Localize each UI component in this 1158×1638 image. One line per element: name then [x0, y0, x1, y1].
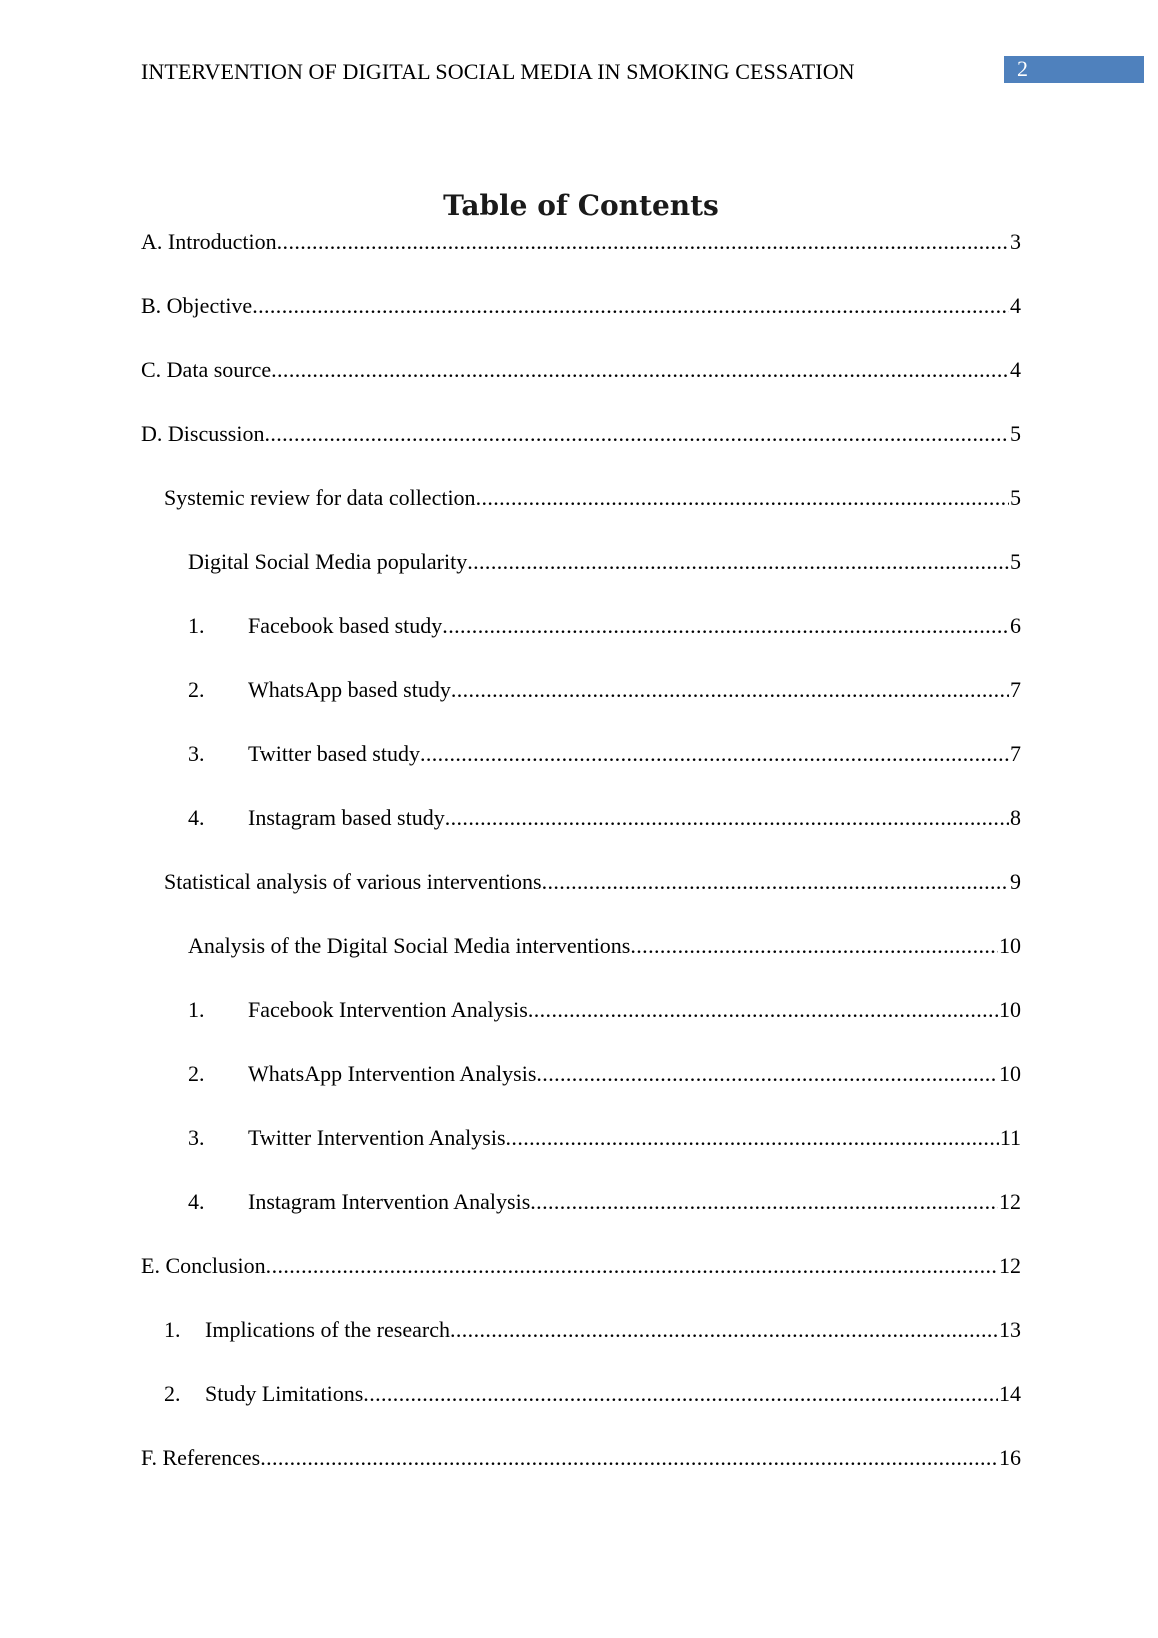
toc-dot-leader	[445, 804, 1009, 832]
running-head-title: INTERVENTION OF DIGITAL SOCIAL MEDIA IN SMOKING CESSATION	[141, 59, 855, 84]
toc-entry-text: F. References	[141, 1445, 261, 1470]
toc-dot-leader	[530, 1188, 998, 1216]
toc-entry-text: C. Data source	[141, 357, 272, 382]
toc-entry[interactable]	[141, 228, 1021, 256]
page-number-badge	[1004, 56, 1144, 83]
toc-entry[interactable]	[141, 420, 1021, 448]
toc-entry-number: 2.	[164, 1381, 181, 1406]
toc-entry[interactable]	[188, 548, 1021, 576]
toc-dot-leader	[420, 740, 1009, 768]
toc-entry-page: 10	[999, 997, 1021, 1022]
toc-dot-leader	[266, 1252, 998, 1280]
toc-dot-leader	[536, 1060, 998, 1088]
toc-entry-text: D. Discussion	[141, 421, 265, 446]
toc-entry-text: Analysis of the Digital Social Media interventions	[188, 933, 631, 958]
toc-entry[interactable]	[141, 1252, 1021, 1280]
toc-entry[interactable]	[141, 1444, 1021, 1472]
toc-entry-text: A. Introduction	[141, 229, 277, 254]
toc-entry-page: 10	[999, 933, 1021, 958]
toc-entry-page: 8	[1010, 805, 1021, 830]
toc-dot-leader	[271, 356, 1009, 384]
toc-entry-text: Instagram Intervention Analysis	[248, 1189, 531, 1214]
toc-dot-leader	[252, 292, 1009, 320]
toc-entry[interactable]	[188, 804, 1021, 832]
toc-entry-page: 7	[1010, 677, 1021, 702]
toc-entry[interactable]	[141, 292, 1021, 320]
page-number: 2	[1017, 56, 1028, 81]
toc-dot-leader	[451, 676, 1009, 704]
toc-dot-leader	[264, 420, 1009, 448]
toc-entry-text: Twitter Intervention Analysis	[248, 1125, 506, 1150]
toc-entry[interactable]	[188, 1124, 1021, 1152]
toc-entry-text: Facebook based study	[248, 613, 443, 638]
toc-entry-page: 6	[1010, 613, 1021, 638]
toc-entry-text: B. Objective	[141, 293, 253, 318]
toc-dot-leader	[260, 1444, 998, 1472]
toc-entry-number: 3.	[188, 1125, 205, 1150]
toc-entry-text: Facebook Intervention Analysis	[248, 997, 528, 1022]
toc-entry[interactable]	[164, 1380, 1021, 1408]
toc-entry-text: Implications of the research	[205, 1317, 450, 1342]
toc-entry[interactable]	[188, 740, 1021, 768]
toc-entry[interactable]	[188, 996, 1021, 1024]
toc-dot-leader	[506, 1124, 999, 1152]
toc-entry[interactable]	[188, 932, 1021, 960]
toc-entry-number: 2.	[188, 1061, 205, 1086]
toc-entry-page: 4	[1010, 357, 1021, 382]
toc-dot-leader	[542, 868, 1009, 896]
toc-entry-text: Statistical analysis of various interventions	[164, 869, 542, 894]
toc-dot-leader	[528, 996, 998, 1024]
toc-entry-page: 13	[999, 1317, 1021, 1342]
toc-entry-page: 7	[1010, 741, 1021, 766]
toc-entry-page: 4	[1010, 293, 1021, 318]
toc-entry[interactable]	[141, 356, 1021, 384]
toc-entry[interactable]	[188, 1060, 1021, 1088]
toc-entry-text: E. Conclusion	[141, 1253, 266, 1278]
toc-entry-number: 4.	[188, 805, 205, 830]
toc-dot-leader	[442, 612, 1009, 640]
toc-entry-number: 1.	[188, 613, 205, 638]
toc-dot-leader	[363, 1380, 998, 1408]
toc-dot-leader	[450, 1316, 998, 1344]
toc-entry-page: 16	[999, 1445, 1021, 1470]
toc-entry-page: 10	[999, 1061, 1021, 1086]
page-header	[0, 0, 1158, 100]
toc-title: Table of Contents	[443, 189, 719, 222]
toc-entry[interactable]	[164, 484, 1021, 512]
toc-entry-page: 5	[1010, 485, 1021, 510]
toc-entry-number: 3.	[188, 741, 205, 766]
toc-entry-text: Instagram based study	[248, 805, 445, 830]
toc-entry-text: Digital Social Media popularity	[188, 549, 468, 574]
toc-dot-leader	[467, 548, 1009, 576]
toc-entry-number: 1.	[164, 1317, 181, 1342]
toc-entry-page: 12	[999, 1253, 1021, 1278]
toc-entry-text: Twitter based study	[248, 741, 420, 766]
toc-entry-text: WhatsApp Intervention Analysis	[248, 1061, 537, 1086]
toc-entry-number: 1.	[188, 997, 205, 1022]
toc-entry[interactable]	[164, 1316, 1021, 1344]
toc-entry[interactable]	[188, 1188, 1021, 1216]
toc-dot-leader	[630, 932, 998, 960]
toc-entry-page: 5	[1010, 421, 1021, 446]
toc-entry-number: 2.	[188, 677, 205, 702]
toc-entry-text: Study Limitations	[205, 1381, 364, 1406]
toc-entry-page: 12	[999, 1189, 1021, 1214]
toc-entry-page: 3	[1010, 229, 1021, 254]
toc-entry[interactable]	[188, 612, 1021, 640]
toc-dot-leader	[277, 228, 1009, 256]
toc-dot-leader	[476, 484, 1009, 512]
toc-entry-text: Systemic review for data collection	[164, 485, 476, 510]
toc-entry-page: 11	[999, 1125, 1021, 1150]
toc-entry-number: 4.	[188, 1189, 205, 1214]
toc-entry-text: WhatsApp based study	[248, 677, 451, 702]
toc-entry[interactable]	[188, 676, 1021, 704]
toc-entry[interactable]	[164, 868, 1021, 896]
toc-entry-page: 14	[999, 1381, 1021, 1406]
toc-entry-page: 5	[1010, 549, 1021, 574]
toc-entry-page: 9	[1010, 869, 1021, 894]
